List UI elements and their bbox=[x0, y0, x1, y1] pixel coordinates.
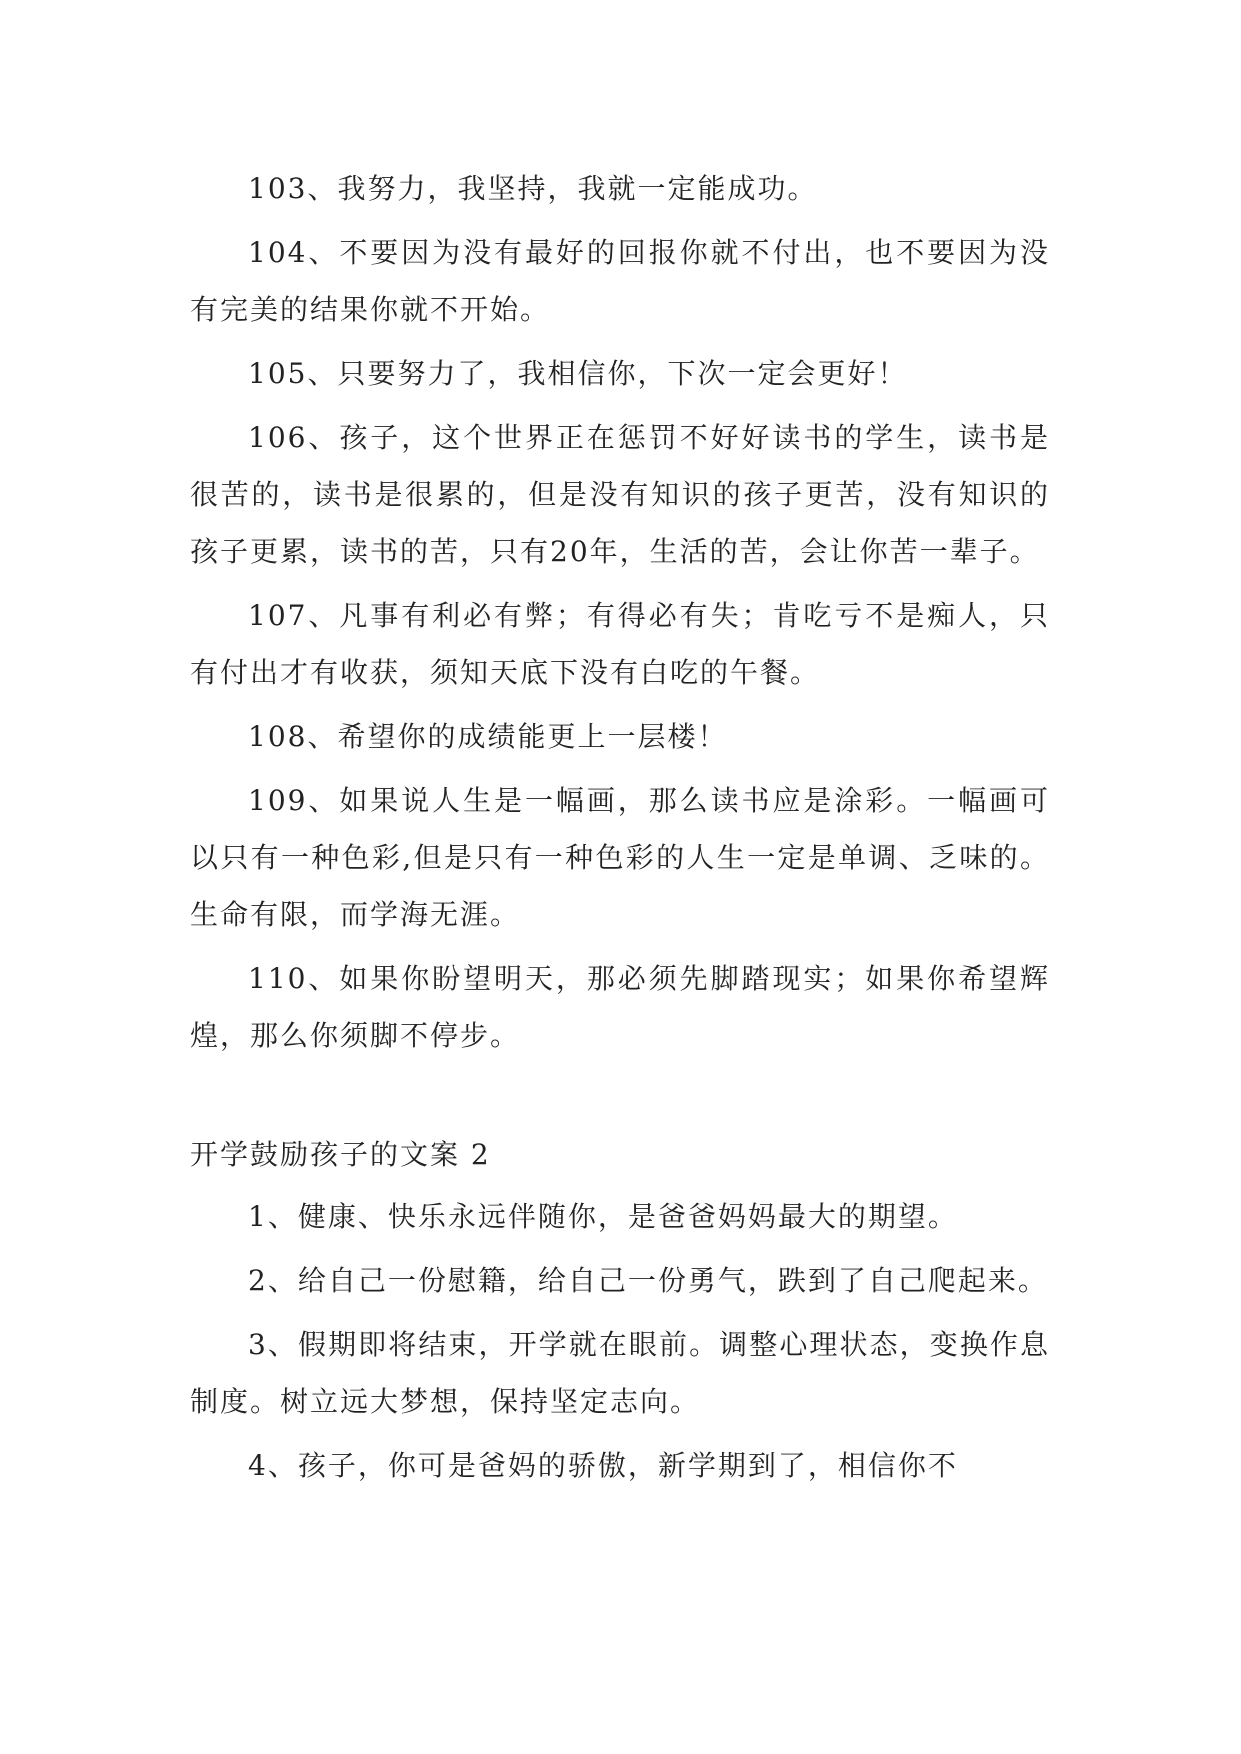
paragraph-1: 1、健康、快乐永远伴随你，是爸爸妈妈最大的期望。 bbox=[248, 1200, 958, 1233]
paragraph-110: 110、如果你盼望明天，那必须先脚踏现实；如果你希望辉煌，那么你须脚不停步。 bbox=[190, 962, 1050, 1052]
paragraph-4: 4、孩子，你可是爸妈的骄傲，新学期到了，相信你不 bbox=[248, 1449, 958, 1482]
paragraph-107: 107、凡事有利必有弊；有得必有失；肯吃亏不是痴人，只有付出才有收获，须知天底下没有白吃的午餐。 bbox=[190, 599, 1050, 689]
paragraph-2: 2、给自己一份慰籍，给自己一份勇气，跌到了自己爬起来。 bbox=[248, 1264, 1048, 1297]
section-heading: 开学鼓励孩子的文案 2 bbox=[190, 1138, 491, 1171]
paragraph-105: 105、只要努力了，我相信你，下次一定会更好！ bbox=[248, 357, 908, 390]
paragraph-108: 108、希望你的成绩能更上一层楼！ bbox=[248, 720, 728, 753]
paragraph-106: 106、孩子，这个世界正在惩罚不好好读书的学生，读书是很苦的，读书是很累的，但是没有知识的孩子更苦，没有知识的孩子更累，读书的苦，只有20年，生活的苦，会让你苦一辈子。 bbox=[190, 421, 1050, 568]
paragraph-3: 3、假期即将结束，开学就在眼前。调整心理状态，变换作息制度。树立远大梦想，保持坚定志向。 bbox=[190, 1328, 1050, 1418]
paragraph-109: 109、如果说人生是一幅画，那么读书应是涂彩。一幅画可以只有一种色彩,但是只有一种色彩的人生一定是单调、乏味的。生命有限，而学海无涯。 bbox=[190, 784, 1050, 931]
paragraph-104: 104、不要因为没有最好的回报你就不付出，也不要因为没有完美的结果你就不开始。 bbox=[190, 236, 1050, 326]
paragraph-103: 103、我努力，我坚持，我就一定能成功。 bbox=[248, 172, 818, 205]
document-body bbox=[190, 160, 1050, 1501]
